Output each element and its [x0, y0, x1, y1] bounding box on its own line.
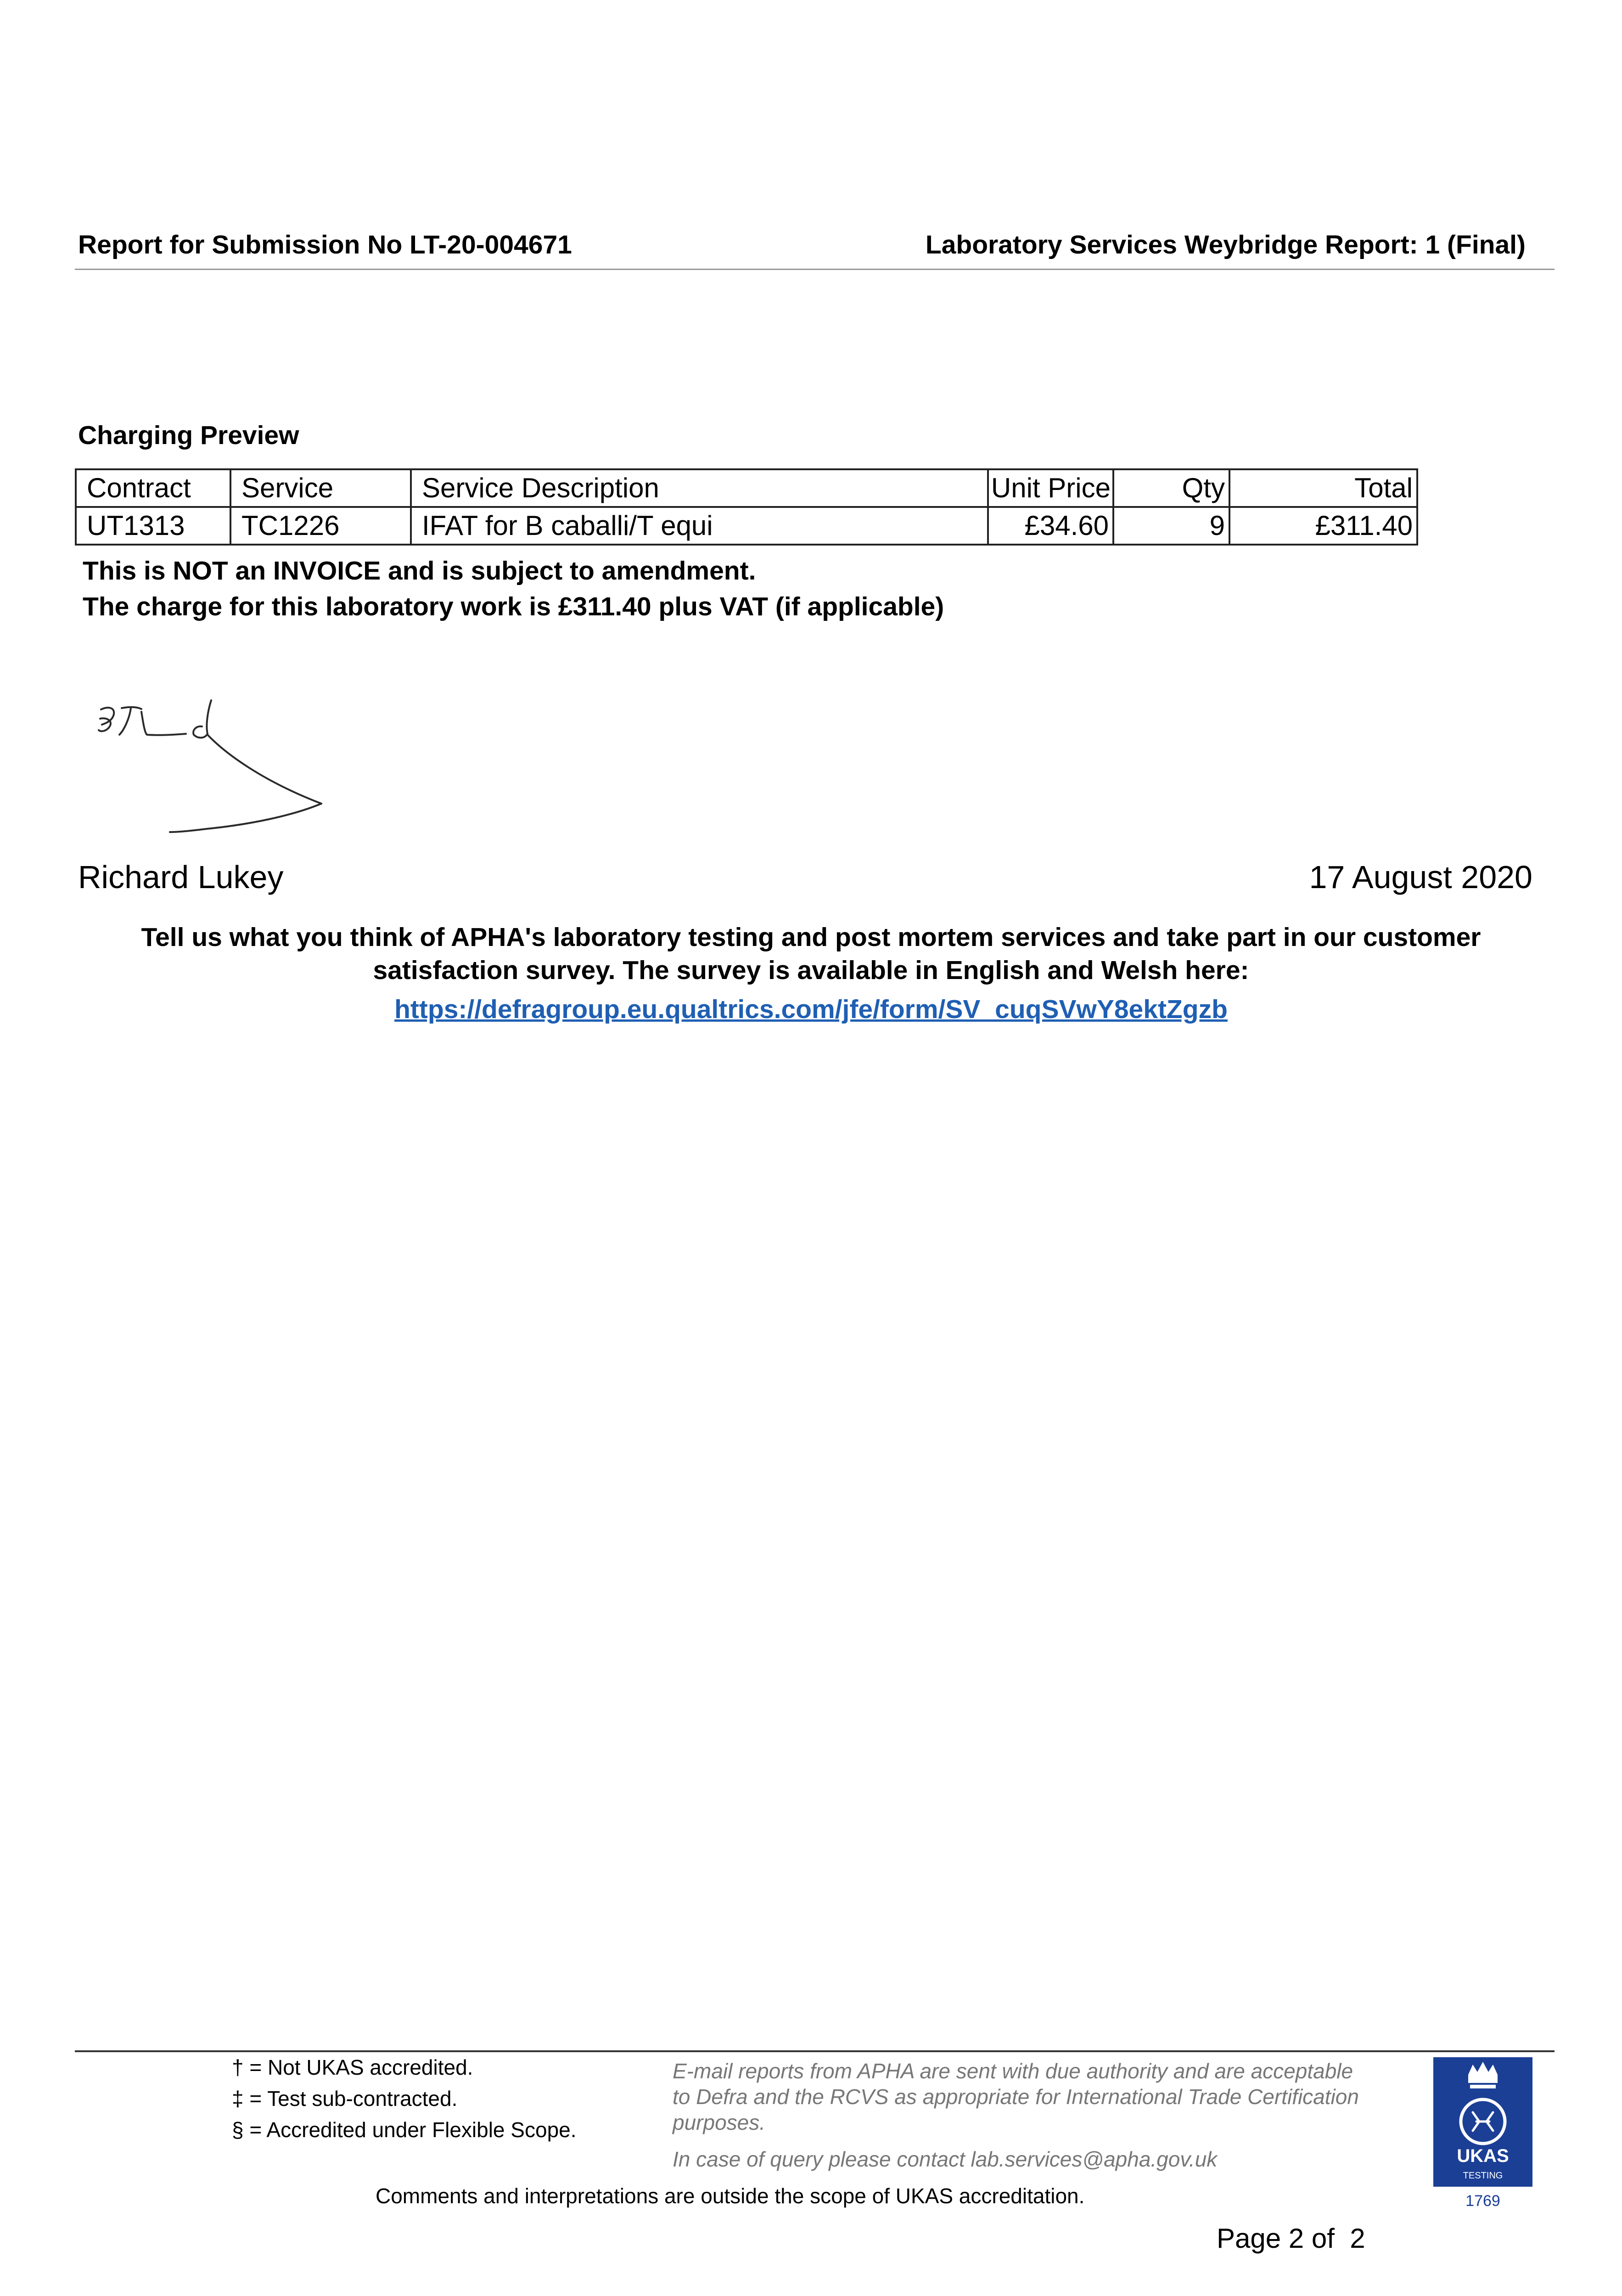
- col-service-description: Service Description: [411, 469, 988, 507]
- survey-invitation: Tell us what you think of APHA's laboratory testing and post mortem services and take part in our customer satisfaction survey. The survey is available in English and Welsh here:: [141, 923, 1481, 985]
- col-unit-price: Unit Price: [988, 469, 1113, 507]
- col-total: Total: [1229, 469, 1417, 507]
- signatory-name: Richard Lukey: [78, 859, 284, 895]
- signature-date: 17 August 2020: [1309, 859, 1532, 895]
- ukas-logo-icon: [1432, 2056, 1533, 2212]
- table-header-row: [76, 469, 1417, 507]
- col-service: Service: [230, 469, 411, 507]
- charging-preview-title: Charging Preview: [78, 421, 299, 450]
- signature-image: [87, 698, 344, 854]
- ukas-comments-note: Comments and interpretations are outside the scope of UKAS accreditation.: [376, 2184, 1085, 2208]
- not-invoice-notice: This is NOT an INVOICE and is subject to amendment.: [83, 556, 756, 585]
- page-number: Page 2 of 2: [1217, 2223, 1365, 2254]
- query-contact: In case of query please contact lab.services@apha.gov.uk: [673, 2147, 1218, 2171]
- charging-table: [75, 468, 1418, 546]
- key-not-accredited: † = Not UKAS accredited.: [232, 2055, 473, 2079]
- ukas-logo-sub: TESTING: [1463, 2171, 1503, 2181]
- ukas-number: 1769: [1465, 2192, 1500, 2210]
- cell-qty: 9: [1113, 507, 1229, 545]
- cell-unit-price: £34.60: [988, 507, 1113, 545]
- footer-divider: [75, 2050, 1555, 2052]
- charge-summary: The charge for this laboratory work is £311.40 plus VAT (if applicable): [83, 592, 944, 621]
- col-contract: Contract: [76, 469, 230, 507]
- survey-link[interactable]: https://defragroup.eu.qualtrics.com/jfe/form/SV_cuqSVwY8ektZgzb: [394, 995, 1228, 1024]
- key-sub-contracted: ‡ = Test sub-contracted.: [232, 2087, 458, 2110]
- table-row: [76, 507, 1417, 545]
- report-submission-title: Report for Submission No LT-20-004671: [78, 230, 572, 259]
- ukas-logo-label: UKAS: [1457, 2146, 1509, 2166]
- header-divider: [75, 269, 1555, 270]
- key-flexible-scope: § = Accredited under Flexible Scope.: [232, 2118, 577, 2142]
- cell-contract: UT1313: [76, 507, 230, 545]
- col-qty: Qty: [1113, 469, 1229, 507]
- cell-service: TC1226: [230, 507, 411, 545]
- email-authority-note: E-mail reports from APHA are sent with due authority and are acceptable to Defra and the RCVS as appropriate for International Trade Certification purposes.: [673, 2059, 1359, 2134]
- cell-service-description: IFAT for B caballi/T equi: [411, 507, 988, 545]
- report-lab-title: Laboratory Services Weybridge Report: 1 (Final): [925, 230, 1526, 259]
- cell-total: £311.40: [1229, 507, 1417, 545]
